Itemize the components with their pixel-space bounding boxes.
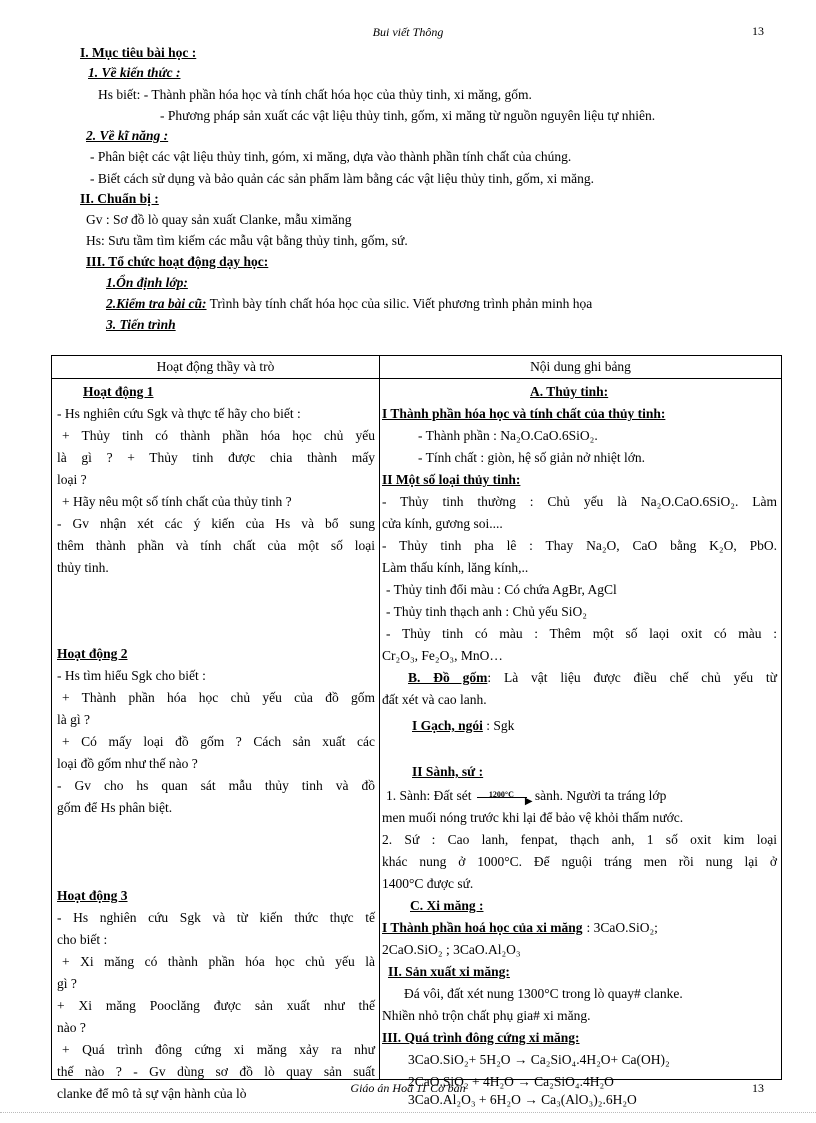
prep-student: Hs: Sưu tầm tìm kiếm các mẫu vật bằng thủy tinh, gốm, sứ.	[86, 233, 408, 248]
activity-1-title: Hoạt động 1	[83, 384, 154, 399]
activity-3-line: + Quá trình đông cứng xi măng xảy ra như	[62, 1042, 375, 1057]
cement-production-line: Nhiền nhỏ trộn chất phụ gia# xi măng.	[382, 1008, 591, 1023]
activity-1-line: loại ?	[57, 472, 87, 487]
activity-2-line: là gì ?	[57, 712, 90, 727]
cement-section-1: I Thành phần hoá học của xi măng : 3CaO.SiO₂;	[382, 920, 658, 935]
activity-3-title: Hoạt động 3	[57, 888, 128, 903]
activity-3-line: thế nào ? - Gv dùng sơ đồ lò quay sản suất	[57, 1064, 375, 1079]
ceramics-section-2-title: II Sành, sứ :	[412, 764, 484, 779]
header-title: Bui viết Thông	[372, 25, 444, 39]
activity-3-line: - Hs nghiên cứu Sgk và từ kiến thức thực tế	[57, 910, 375, 925]
glass-composition: - Thành phần : Na₂O.CaO.6SiO₂.	[418, 428, 598, 443]
activity-2-title: Hoạt động 2	[57, 646, 128, 661]
activity-2-line: + Có mấy loại đồ gốm ? Cách sản xuất các	[62, 734, 375, 749]
cement-production-line: Đá vôi, đất xét nung 1300°C trong lò quay# clanke.	[404, 986, 683, 1001]
glass-type-line: - Thủy tinh thường : Chủ yếu là Na₂O.CaO.6SiO₂. Làm	[382, 494, 777, 509]
skill-line-2: - Biết cách sử dụng và bảo quản các sản phẩm làm bằng các vật liệu thủy tinh, gốm, xi măng.	[90, 171, 595, 186]
footer-page-number: 13	[752, 1081, 764, 1095]
glass-title: A. Thủy tinh:	[530, 384, 609, 399]
activity-3-line: gì ?	[57, 976, 77, 991]
activity-1-line: + Hãy nêu một số tính chất của thủy tinh ?	[62, 494, 292, 509]
activity-3-line: + Xi măng có thành phần hóa học chủ yếu là	[62, 954, 375, 969]
ceramics-line: đất xét và cao lanh.	[382, 692, 487, 707]
activity-2-line: - Hs tìm hiểu Sgk cho biết :	[57, 668, 206, 683]
equation: 2CaO.SiO₂ + 4H₂O → Ca₂SiO₄.4H₂O	[408, 1074, 614, 1089]
arrow-temperature: 1200°C	[488, 789, 514, 799]
section-preparation-title: II. Chuẩn bị :	[80, 191, 159, 206]
glass-section-1-title: I Thành phần hóa học và tính chất của thủy tinh:	[382, 406, 666, 421]
glass-type-line: cửa kính, gương soi....	[382, 516, 503, 531]
equation: 3CaO.SiO₂+ 5H₂O → Ca₂SiO₄.4H₂O+ Ca(OH)₂	[408, 1052, 670, 1067]
activity-2-line: - Gv cho hs quan sát mẫu thủy tinh và đồ	[57, 778, 375, 793]
activity-3-line: nào ?	[57, 1020, 86, 1035]
knowledge-title: 1. Về kiến thức :	[88, 65, 181, 80]
porcelain-line: khác nung ở 1000°C. Để nguội tráng men rồi nung lại ở	[382, 854, 777, 869]
activity-2-line: + Thành phần hóa học chủ yếu của đồ gốm	[62, 690, 375, 705]
activity-3-line: cho biết :	[57, 932, 108, 947]
activity-2-line: gốm để Hs phân biệt.	[57, 800, 173, 815]
equation: 3CaO.Al₂O₃ + 6H₂O → Ca₃(AlO₃)₂.6H₂O	[408, 1092, 637, 1107]
porcelain-line: 2. Sứ : Cao lanh, fenpat, thạch anh, 1 số oxit kim loại	[382, 832, 777, 847]
footer-title: Giáo án Hoá 11 Cơ bản	[350, 1081, 466, 1095]
prep-teacher: Gv : Sơ đồ lò quay sản xuất Clanke, mẫu ximăng	[86, 212, 352, 227]
glass-type-line: - Thủy tinh thạch anh : Chủ yếu SiO₂	[386, 604, 587, 619]
activity-3-line: + Xi măng Pooclăng được sản xuất như thế	[57, 998, 375, 1013]
glass-type-line: - Thủy tinh đổi màu : Có chứa AgBr, AgCl	[386, 582, 617, 597]
glass-type-line: - Thủy tinh pha lê : Thay Na₂O, CaO bằng K₂O, PbO.	[382, 538, 777, 553]
cement-section-2-title: II. Sản xuất xi măng:	[388, 964, 510, 979]
activity-3-line: clanke để mô tả sự vận hành của lò	[57, 1086, 247, 1101]
glass-type-line: Làm thấu kính, lăng kính,..	[382, 560, 529, 575]
activity-1-line: + Thủy tinh có thành phần hóa học chủ yếu	[62, 428, 375, 443]
cement-composition-line: 2CaO.SiO₂ ; 3CaO.Al₂O₃	[382, 942, 521, 957]
activity-1-line: thêm thành phần và tính chất của một số loại	[57, 538, 375, 553]
glass-section-2-title: II Một số loại thủy tinh:	[382, 472, 521, 487]
glass-type-line: - Thủy tinh có màu : Thêm một số laọi oxit có màu :	[386, 626, 777, 641]
knowledge-line-1: Hs biết: - Thành phần hóa học và tính chất hóa học của thủy tinh, xi măng, gốm.	[98, 87, 532, 102]
activity-1-line: - Hs nghiên cứu Sgk và thực tế hãy cho biết :	[57, 406, 301, 421]
skill-line-1: - Phân biệt các vật liệu thủy tinh, góm, xi măng, dựa vào thành phần tính chất của chúng.	[90, 149, 572, 164]
left-column	[52, 379, 380, 1101]
glass-type-line: Cr₂O₃, Fe₂O₃, MnO…	[382, 648, 503, 663]
ceramics-title: B. Đồ gốm: Là vật liệu được điều chế chủ yếu từ	[408, 670, 778, 685]
header-page-number: 13	[752, 24, 764, 38]
activity-2-line: loại đồ gốm như thế nào ?	[57, 756, 198, 771]
page-bottom-divider	[0, 1112, 816, 1113]
org-item-1: 1.Ổn định lớp:	[106, 275, 188, 290]
section-organization-title: III. Tổ chức hoạt động dạy học:	[86, 254, 269, 269]
org-item-2-text: Trình bày tính chất hóa học của silic. Viết phương trình phản minh họa	[206, 296, 593, 311]
glass-composition-formula: Na₂O.CaO.6SiO₂.	[500, 428, 598, 443]
glass-property: - Tính chất : giòn, hệ số giản nở nhiệt lớn.	[418, 450, 645, 465]
skill-title: 2. Về kĩ năng :	[86, 128, 169, 143]
activity-1-line: - Gv nhận xét các ý kiến của Hs và bổ sung	[57, 516, 375, 531]
activity-1-line: thủy tinh.	[57, 560, 109, 575]
org-item-3: 3. Tiến trình	[106, 317, 176, 332]
cement-title: C. Xi măng :	[410, 898, 484, 913]
section-objectives-title: I. Mục tiêu bài học :	[80, 45, 197, 60]
header-left: Hoạt động thầy và trò	[52, 356, 380, 379]
porcelain-line: 1400°C được sứ.	[382, 876, 474, 891]
stoneware-line: 1. Sành: Đất sét 1200°C ▶ sành. Người ta tráng lớp	[386, 785, 777, 807]
activity-1-line: là gì ? + Thủy tinh được chia thành mấy	[57, 450, 375, 465]
org-item-2-label: 2.Kiểm tra bài cũ:	[106, 296, 207, 311]
cement-section-3-title: III. Quá trình đông cứng xi măng:	[382, 1030, 580, 1045]
knowledge-line-2: - Phương pháp sản xuất các vật liệu thủy tinh, gốm, xi măng từ nguồn nguyên liệu tự nhiên.	[160, 108, 656, 123]
ceramics-section-1: I Gạch, ngói : Sgk	[412, 718, 515, 733]
org-item-2	[106, 295, 592, 313]
reaction-arrow-icon: 1200°C ▶	[475, 790, 535, 804]
stoneware-line: men muối nóng trước khi lại để bảo vệ khỏi thấm nước.	[382, 810, 684, 825]
header-right: Nội dung ghi bảng	[380, 356, 782, 379]
